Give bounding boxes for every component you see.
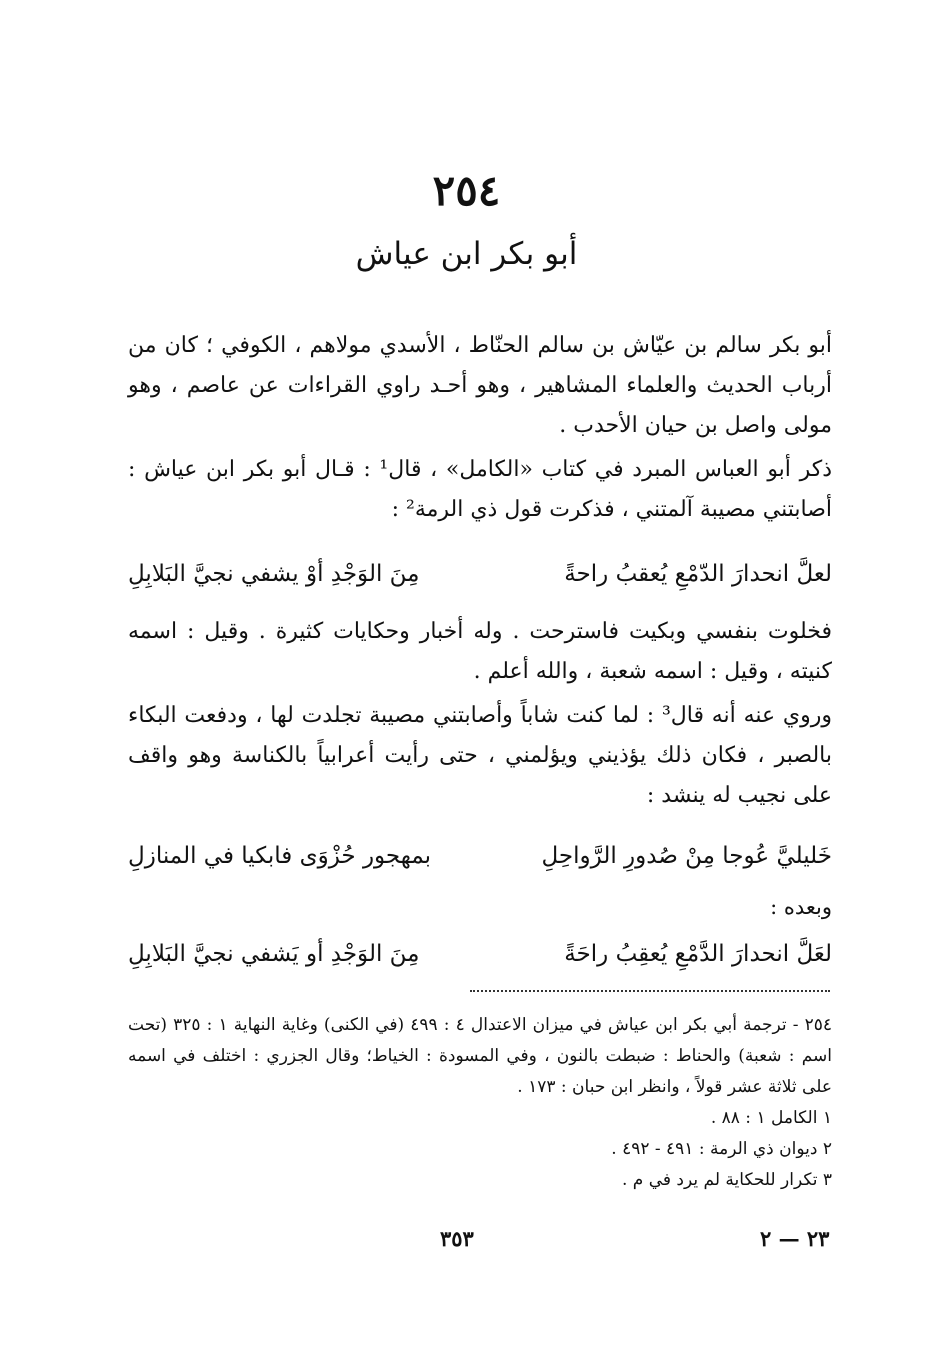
footnote-divider xyxy=(470,990,830,992)
after-verse-label: وبعده : xyxy=(770,895,832,919)
paragraph-text: فخلوت بنفسي وبكيت فاسترحت . وله أخبار وحكايات كثيرة . وقيل : اسمه كنيته ، وقيل : اسمه شعبة ، والله أعلم . xyxy=(128,619,832,684)
page-number: ٣٥٣ xyxy=(440,1226,474,1251)
paragraph-2 xyxy=(128,450,832,534)
verse-hemistich-1: خَليليَّ عُوجا مِنْ صُدورِ الرَّواحِلِ xyxy=(541,843,832,869)
verse-hemistich-2: مِنَ الوَجْدِ أو يَشفي نجيَّ البَلابِلِ xyxy=(128,941,420,967)
paragraph-text: أبو بكر سالم بن عيّاش بن سالم الحنّاط ، الأسدي مولاهم ، الكوفي ؛ كان من أرباب الحديث والعلماء المشاهير ، وهو أحـد راوي القراءات عن عاصم ، وهو مولى واصل بن حيان الأحدب . xyxy=(128,333,832,438)
footnote-3: ٣ تكرار للحكاية لم يرد في م . xyxy=(622,1170,832,1190)
verse-hemistich-2: بمهجور حُزْوَى فابكيا في المنازلِ xyxy=(128,843,432,869)
printer-signature: ٢٣ — ٢ xyxy=(760,1226,830,1251)
verse-hemistich-1: لعَلَّ انحدارَ الدَّمْعِ يُعقِبُ راحَةً xyxy=(564,941,832,967)
footnote-2: ٢ ديوان ذي الرمة : ٤٩١ - ٤٩٢ . xyxy=(611,1139,832,1159)
verse-hemistich-2: مِنَ الوَجْدِ أوْ يشفي نجيَّ البَلابِلِ xyxy=(128,561,420,587)
paragraph-1 xyxy=(128,326,832,450)
paragraph-3 xyxy=(128,612,832,696)
entry-title: أبو بكر ابن عياش xyxy=(355,236,578,272)
footnotes xyxy=(128,1010,832,1196)
page-footer xyxy=(0,1226,933,1258)
verse-1 xyxy=(128,554,832,594)
footnote-1: ١ الكامل ١ : ٨٨ . xyxy=(710,1108,832,1128)
verse-hemistich-1: لعلَّ انحدارَ الدّمْعِ يُعقبُ راحةً xyxy=(564,561,832,587)
verse-3 xyxy=(128,934,832,974)
entry-number: ٢٥٤ xyxy=(432,166,501,215)
paragraph-4 xyxy=(128,696,832,820)
verse-2 xyxy=(128,836,832,876)
paragraph-text: ذكر أبو العباس المبرد في كتاب «الكامل» ، قال¹ : قـال أبو بكر ابن عياش : أصابتني مصيبة آلمتني ، فذكرت قول ذي الرمة² : xyxy=(128,457,832,522)
footnote-main: ٢٥٤ - ترجمة أبي بكر ابن عياش في ميزان الاعتدال ٤ : ٤٩٩ (في الكنى) وغاية النهاية ١ : ٣٢٥ (تحت اسم : شعبة) والحناط : ضبطت بالنون ، وفي المسودة : الخياط؛ وقال الجزري : اختلف في اسمه على ثلاثة عشر قولاً ، وانظر ابن حبان : ١٧٣ . xyxy=(128,1015,833,1097)
paragraph-text: وروي عنه أنه قال³ : لما كنت شاباً وأصابتني مصيبة تجلدت لها ، ودفعت البكاء بالصبر ، فكان ذلك يؤذيني ويؤلمني ، حتى رأيت أعرابياً بالكناسة وهو واقف على نجيب له ينشد : xyxy=(128,703,832,808)
